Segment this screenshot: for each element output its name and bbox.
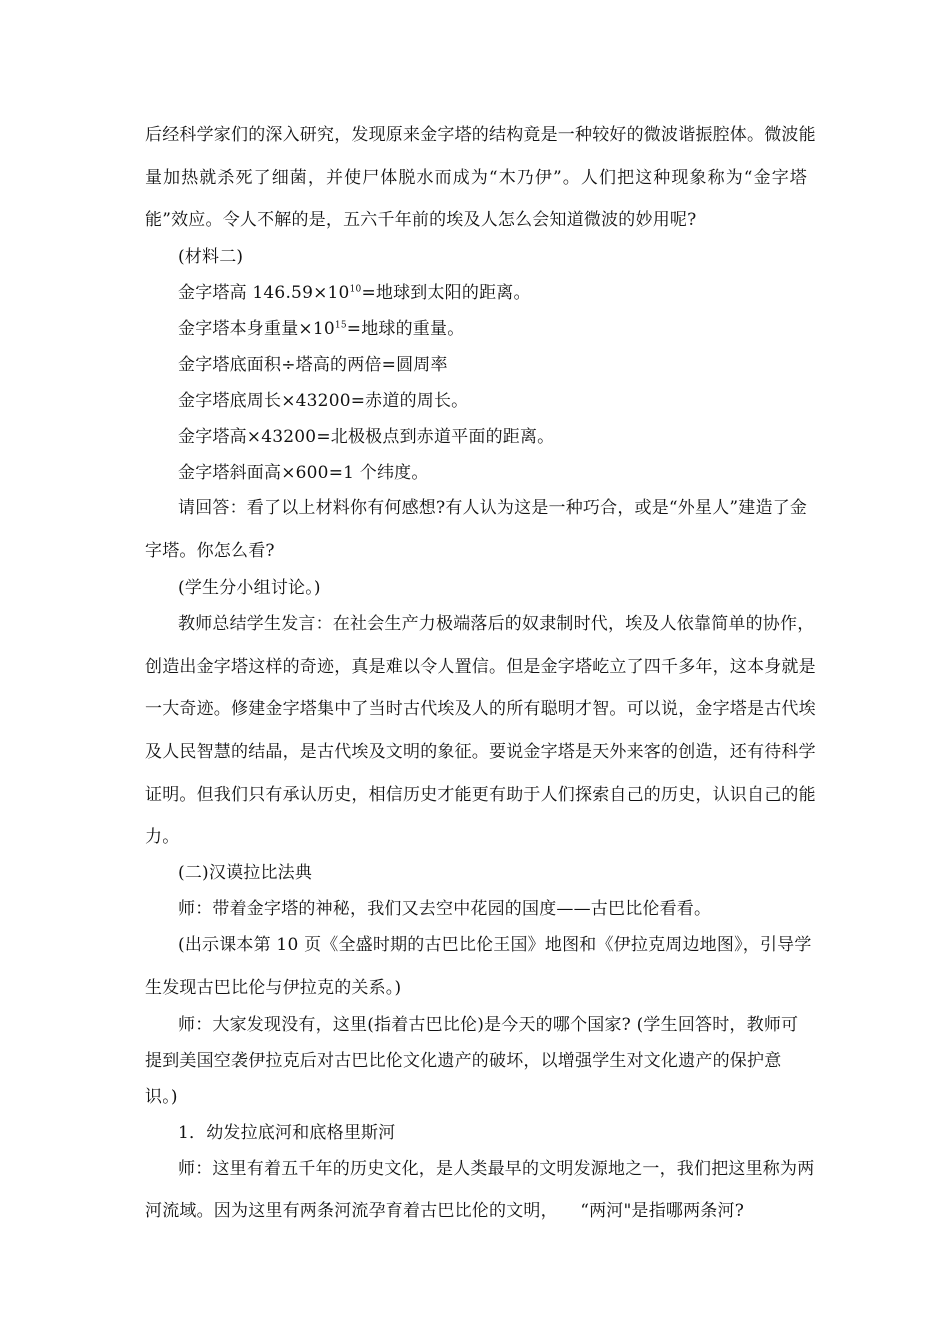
formula-text: 金字塔本身重量×10 <box>178 319 335 339</box>
exponent: 10 <box>349 284 362 295</box>
teacher-line: 师：这里有着五千年的历史文化，是人类最早的文明发源地之一，我们把这里称为两 <box>178 1159 815 1179</box>
formula-line <box>178 282 531 304</box>
subsection-heading: 1．幼发拉底河和底格里斯河 <box>178 1123 396 1143</box>
teacher-line: 师：大家发现没有，这里(指着古巴比伦)是今天的哪个国家? (学生回答时，教师可 <box>178 1015 799 1035</box>
summary-line: 教师总结学生发言：在社会生产力极端落后的奴隶制时代，埃及人依靠简单的协作， <box>178 614 815 634</box>
formula-text: =地球的重量。 <box>346 319 465 339</box>
paragraph-line: 能”效应。令人不解的是，五六千年前的埃及人怎么会知道微波的妙用呢? <box>145 210 697 230</box>
formula-text: =地球到太阳的距离。 <box>361 283 531 303</box>
summary-line: 一大奇迹。修建金字塔集中了当时古代埃及人的所有聪明才智。可以说，金字塔是古代埃 <box>145 699 816 719</box>
discussion-note: (学生分小组讨论。) <box>178 578 321 598</box>
formula-text: 金字塔高 146.59×10 <box>178 283 350 303</box>
summary-line: 及人民智慧的结晶，是古代埃及文明的象征。要说金字塔是天外来客的创造，还有待科学 <box>145 742 816 762</box>
teacher-line: 河流域。因为这里有两条河流孕育着古巴比伦的文明， “两河"是指哪两条河? <box>145 1201 745 1221</box>
paragraph-line: 后经科学家们的深入研究，发现原来金字塔的结构竟是一种较好的微波谐振腔体。微波能 <box>145 125 816 145</box>
section-heading: (二)汉谟拉比法典 <box>178 863 313 883</box>
material-heading: (材料二) <box>178 247 244 267</box>
paragraph-line: 量加热就杀死了细菌，并使尸体脱水而成为“木乃伊”。人们把这种现象称为“金字塔 <box>145 168 807 188</box>
teacher-line: 识。) <box>145 1087 178 1107</box>
formula-line <box>178 318 464 340</box>
summary-line: 力。 <box>145 827 180 847</box>
exponent: 15 <box>334 320 347 331</box>
instruction-line: 生发现古巴比伦与伊拉克的关系。) <box>145 978 402 998</box>
teacher-line: 师：带着金字塔的神秘，我们又去空中花园的国度——古巴比伦看看。 <box>178 899 712 919</box>
question-line: 请回答：看了以上材料你有何感想?有人认为这是一种巧合，或是“外星人”建造了金 <box>178 498 808 518</box>
teacher-line: 提到美国空袭伊拉克后对古巴比伦文化遗产的破坏，以增强学生对文化遗产的保护意 <box>145 1051 782 1071</box>
formula-line: 金字塔底周长×43200=赤道的周长。 <box>178 391 469 411</box>
summary-line: 创造出金字塔这样的奇迹，真是难以令人置信。但是金字塔屹立了四千多年，这本身就是 <box>145 657 816 677</box>
formula-line: 金字塔高×43200=北极极点到赤道平面的距离。 <box>178 427 555 447</box>
formula-line: 金字塔斜面高×600=1 个纬度。 <box>178 463 429 483</box>
question-line: 字塔。你怎么看? <box>145 541 275 561</box>
instruction-line: (出示课本第 10 页《全盛时期的古巴比伦王国》地图和《伊拉克周边地图》，引导学 <box>178 935 812 955</box>
summary-line: 证明。但我们只有承认历史，相信历史才能更有助于人们探索自己的历史，认识自己的能 <box>145 785 816 805</box>
formula-line: 金字塔底面积÷塔高的两倍=圆周率 <box>178 355 448 375</box>
